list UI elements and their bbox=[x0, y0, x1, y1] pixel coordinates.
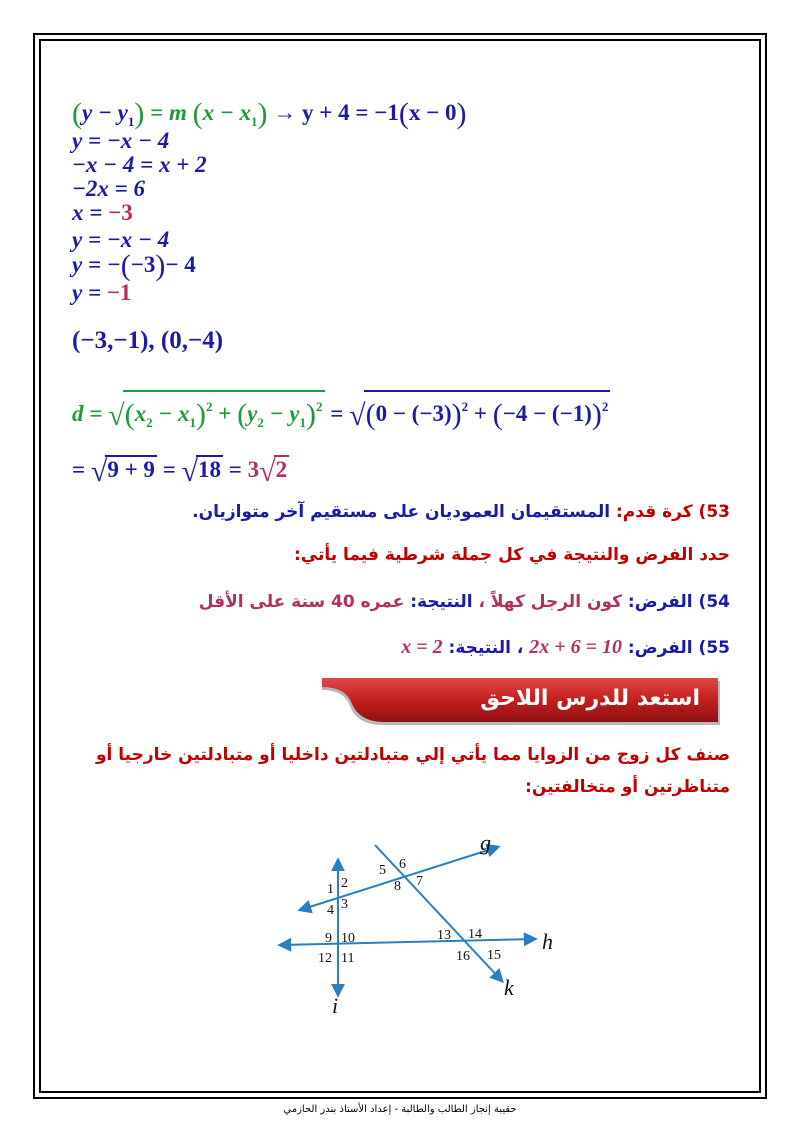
section-banner bbox=[322, 678, 722, 726]
points-line: (−3,−1), (0,−4) bbox=[72, 327, 224, 354]
angle-11: 11 bbox=[341, 951, 355, 966]
angle-12: 12 bbox=[318, 951, 332, 966]
line-h bbox=[280, 939, 535, 945]
angle-6: 6 bbox=[399, 857, 406, 872]
label-k: k bbox=[504, 975, 514, 1000]
label-g: g bbox=[480, 830, 491, 855]
angle-13: 13 bbox=[437, 928, 451, 943]
math-line-7: y = −(−3)− 4 bbox=[72, 249, 196, 282]
math-line-point-slope: $(y - y_1) = m$ $(x - x_1) \to y + 4 = -1(x - 0)$ bbox=[72, 97, 467, 130]
page-footer: حقيبة إنجاز الطالب والطالبة - إعداد الأستاذ بندر الحازمي bbox=[283, 1104, 517, 1115]
distance-result: = √9 + 9 = √18 = 3√2 bbox=[72, 455, 288, 488]
angle-9: 9 bbox=[325, 931, 332, 946]
angle-2: 2 bbox=[341, 876, 348, 891]
question-54: 54) الفرض: كون الرجل كهلاً ، النتيجة: عمره 40 سنة على الأقل bbox=[198, 592, 730, 612]
angle-14: 14 bbox=[468, 927, 482, 942]
instruction-text: حدد الفرض والنتيجة في كل جملة شرطية فيما يأتي: bbox=[293, 545, 730, 565]
math-line-8: y = −1 bbox=[72, 280, 132, 305]
angle-8: 8 bbox=[394, 879, 401, 894]
angle-1: 1 bbox=[327, 882, 334, 897]
angle-5: 5 bbox=[379, 863, 386, 878]
angle-10: 10 bbox=[341, 931, 355, 946]
angle-4: 4 bbox=[327, 903, 334, 918]
angle-3: 3 bbox=[341, 897, 348, 912]
math-line-2: y = −x − 4 bbox=[72, 128, 170, 153]
prep-question-line1: صنف كل زوج من الزوايا مما يأتي إلي متبادلتين داخليا أو متبادلتين خارجيا أو bbox=[95, 745, 730, 765]
question-55: 55) الفرض: 2x + 6 = 10 ، النتيجة: x = 2 bbox=[401, 636, 730, 658]
banner-title: استعد للدرس اللاحق bbox=[480, 686, 700, 711]
label-h: h bbox=[542, 929, 553, 954]
question-53: 53) كرة قدم: المستقيمان العموديان على مستقيم آخر متوازيان. bbox=[192, 502, 730, 522]
angle-15: 15 bbox=[487, 948, 501, 963]
distance-formula: $d = √(x_2 - x_1)^2 + (y_2 - y_1)^2 = √(0 - (-3))^2 + (-4 - (-1))^2$ bbox=[72, 390, 610, 436]
angle-7: 7 bbox=[416, 874, 423, 889]
math-line-3: −x − 4 = x + 2 bbox=[72, 152, 207, 177]
angle-16: 16 bbox=[456, 949, 470, 964]
math-line-5: x = −3 bbox=[72, 200, 133, 225]
prep-question-line2: متناظرتين أو متخالفتين: bbox=[525, 777, 730, 797]
angle-figure bbox=[270, 825, 570, 1015]
math-line-4: −2x = 6 bbox=[72, 176, 146, 201]
label-i: i bbox=[332, 993, 339, 1015]
math-line-6: y = −x − 4 bbox=[72, 227, 170, 252]
